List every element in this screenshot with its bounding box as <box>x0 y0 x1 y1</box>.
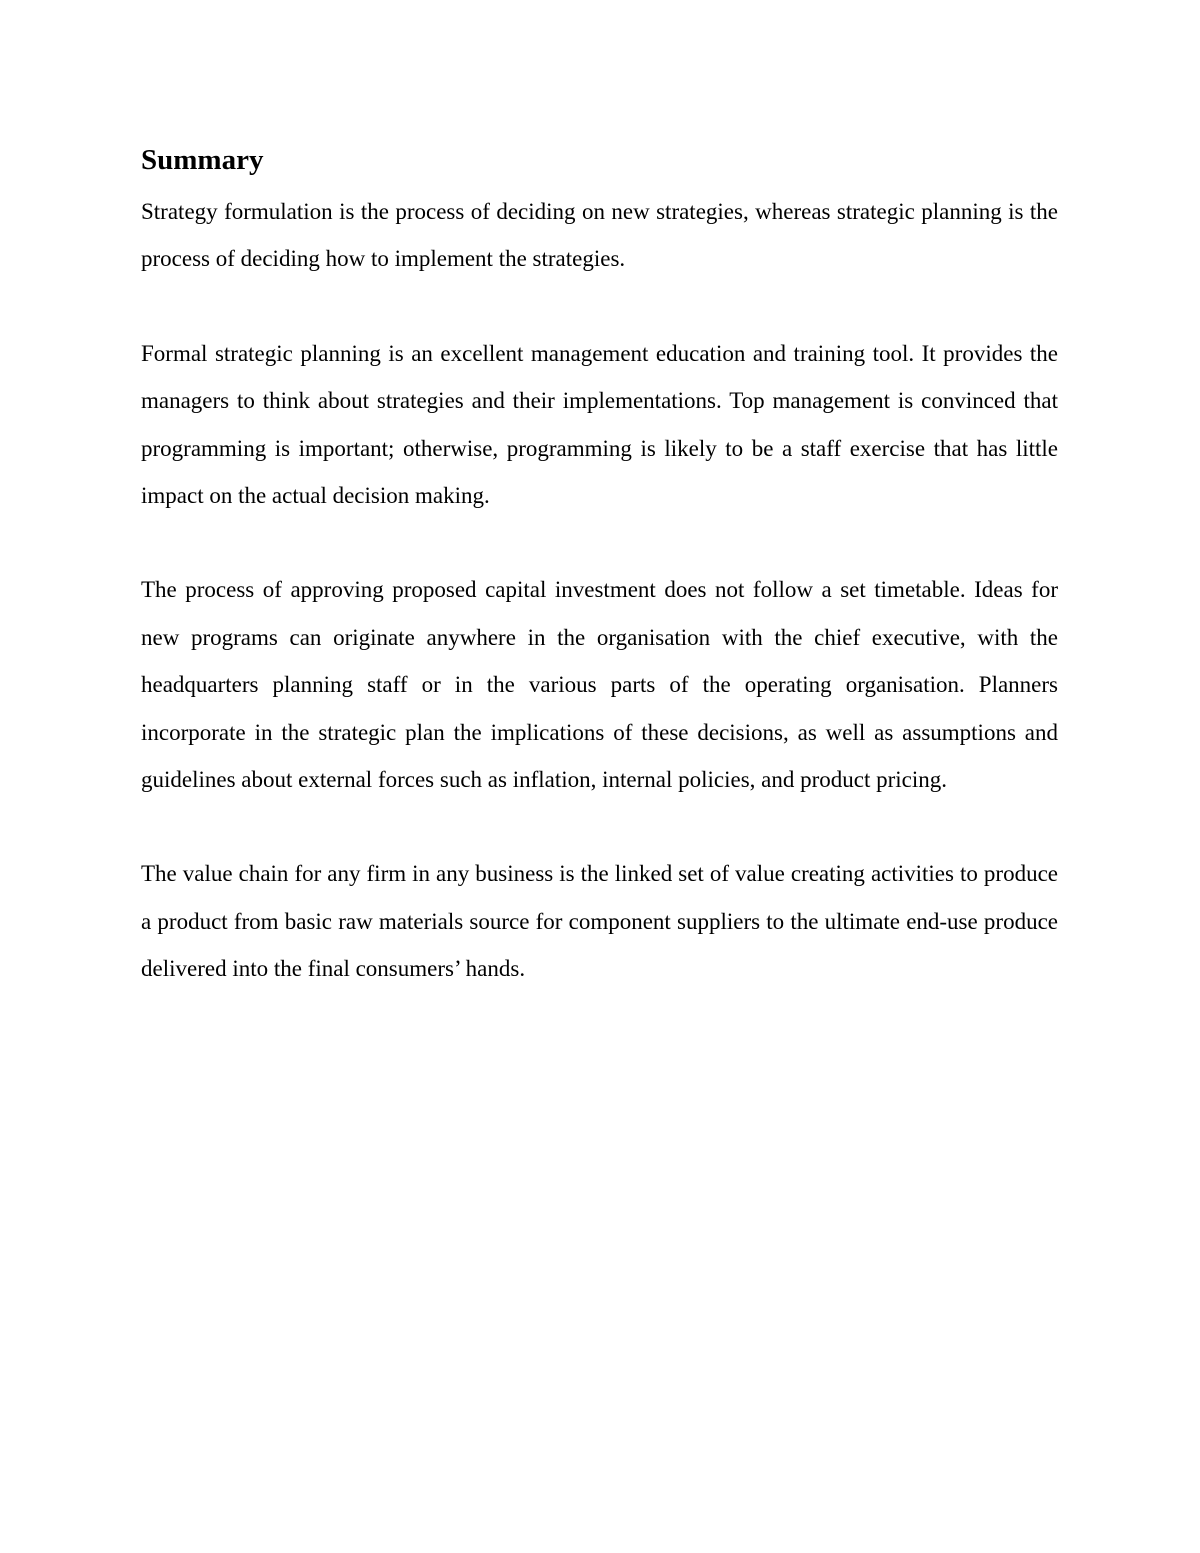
paragraph-capital-investment: The process of approving proposed capital investment does not follow a set timetable. Ideas for new programs can originate anywhere in the organisation with the chief executive, with the headquarters planning staff or in the various parts of the operating organisation. Planners incorporate in the strategic plan the implications of these decisions, as well as assumptions and guidelines about external forces such as inflation, internal policies, and product pricing. <box>141 577 1058 793</box>
summary-heading: Summary <box>141 144 264 176</box>
paragraph-value-chain: The value chain for any firm in any business is the linked set of value creating activities to produce a product from basic raw materials source for component suppliers to the ultimate end-use produce delivered into the final consumers’ hands. <box>141 861 1058 982</box>
paragraph-strategy-formulation: Strategy formulation is the process of deciding on new strategies, whereas strategic planning is the process of deciding how to implement the strategies. <box>141 199 1058 272</box>
paragraph-formal-strategic-planning: Formal strategic planning is an excellent management education and training tool. It provides the managers to think about strategies and their implementations. Top management is convinced that programming is important; otherwise, programming is likely to be a staff exercise that has little impact on the actual decision making. <box>141 340 1058 509</box>
document-body <box>141 136 1058 1040</box>
